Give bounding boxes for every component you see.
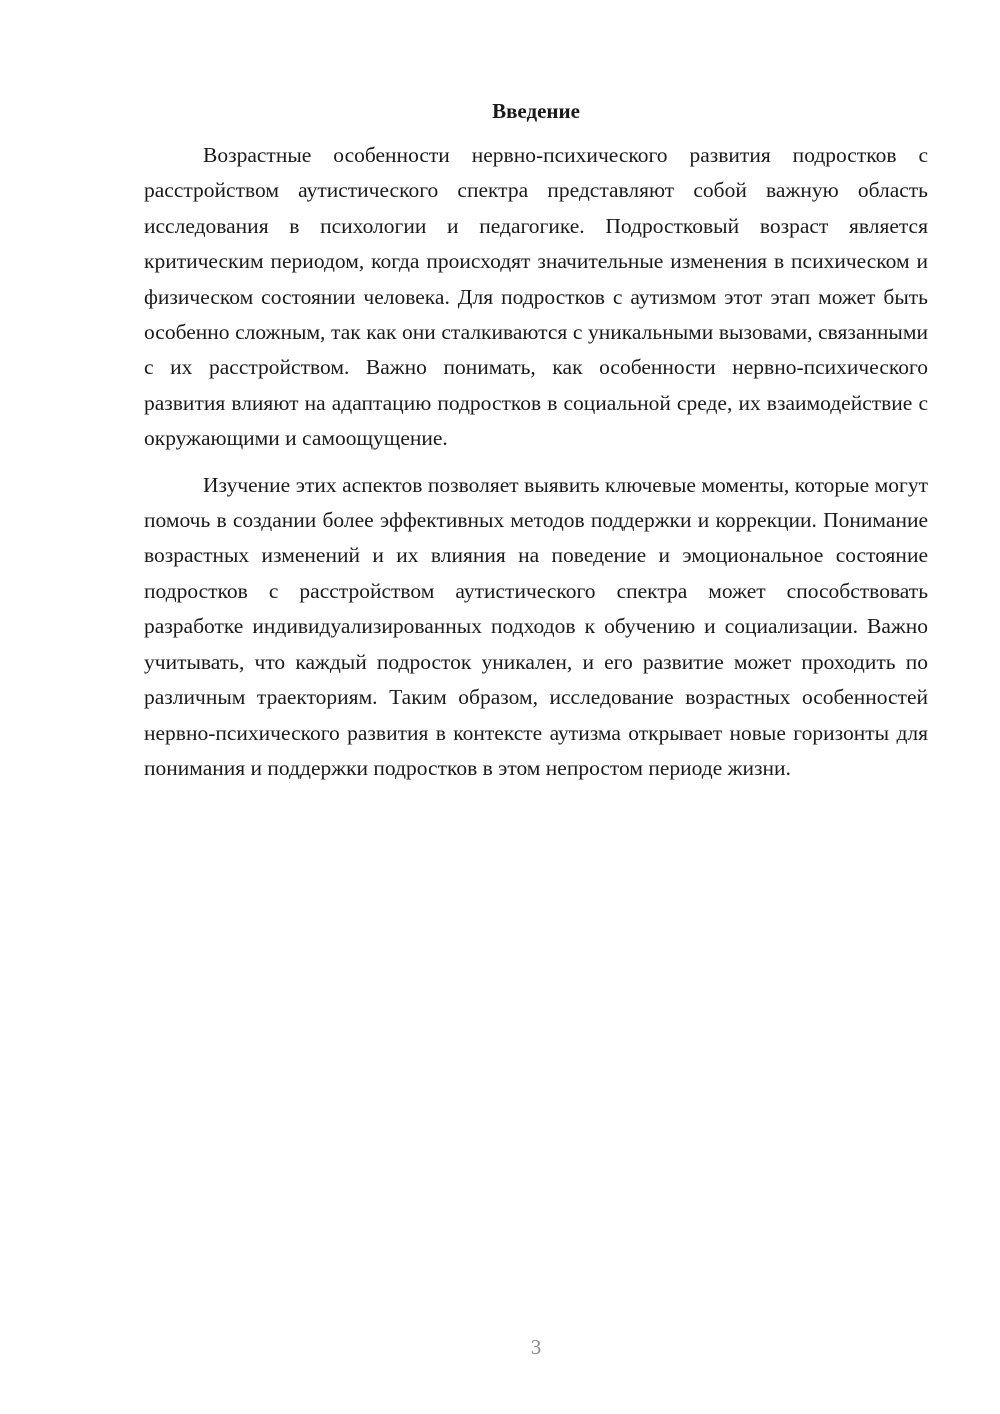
page-content [144,96,928,786]
paragraph-2: Изучение этих аспектов позволяет выявить ключевые моменты, которые могут помочь в создании более эффективных методов поддержки и коррекции. Понимание возрастных изменений и их влияния на поведение и эмоциональное состояние подростков с расстройством аутистического спектра может способствовать разработке индивидуализированных подходов к обучению и социализации. Важно учитывать, что каждый подросток уникален, и его развитие может проходить по различным траекториям. Таким образом, исследование возрастных особенностей нервно-психического развития в контексте аутизма открывает новые горизонты для понимания и поддержки подростков в этом непростом периоде жизни. [144,472,928,780]
paragraph-1: Возрастные особенности нервно-психического развития подростков с расстройством аутистического спектра представляют собой важную область исследования в психологии и педагогике. Подростковый возраст является критическим периодом, когда происходят значительные изменения в психическом и физическом состоянии человека. Для подростков с аутизмом этот этап может быть особенно сложным, так как они сталкиваются с уникальными вызовами, связанными с их расстройством. Важно понимать, как особенности нервно-психического развития влияют на адаптацию подростков в социальной среде, их взаимодействие с окружающими и самоощущение. [144,143,928,451]
section-heading: Введение [492,99,580,123]
page-number: 3 [530,1335,542,1359]
